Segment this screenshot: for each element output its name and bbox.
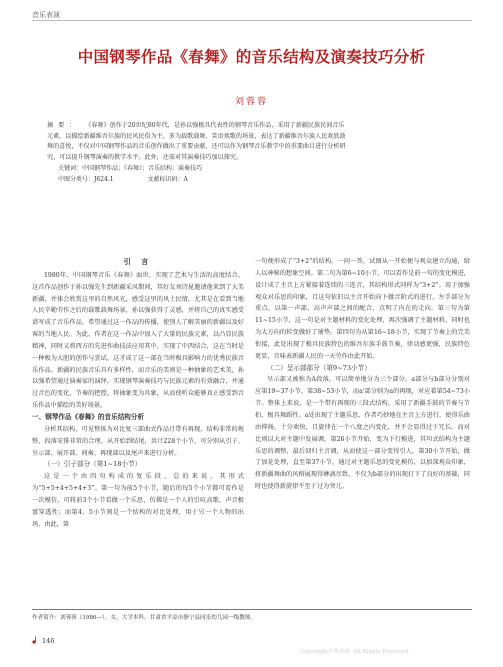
abstract-line: 元素，以描绘新疆维吾尔族的民风民俗为主，多为载歌载舞、笑语欢歌的场景，表达了新疆维吾尔族人民欢欣鼓 bbox=[47, 132, 346, 140]
section-heading: 一、钢琴作品《春舞》的音乐结构分析 bbox=[32, 412, 145, 421]
page-number: 146 bbox=[42, 637, 55, 645]
abstract-label: 摘要： bbox=[47, 122, 81, 129]
continued-paragraph: 一句便形成了“3+2”的结构。一问一答，试图从一开始便与观众建立沟通，给人以神秘的想象空间。第二句为第6~10小节，可以看作是前一句的变化模进，设计成了主音上方紧接着连续的三连音，其结构形式同样为“3+2”。用于加强观众对乐思的印象，且这句依旧以主音开始向下做音阶式的进行，左手部分为重点，以第一声部、高声声部之间的配合，点明了内在的走向。第三句为第11~15小节，这一句是对主题材料的变化处理，再次强调了主题材料，同时也为大方向的转变做好了铺垫。第四句为从第16~18小节，实现了节奏上的完美衔接，此处出现了极具民族特色的维吾尔族手鼓节奏，律动感更强，民族特色更显，音味表新疆人民的一天劳作由此开始。 bbox=[255, 258, 470, 360]
classification-row bbox=[58, 174, 188, 183]
abstract-line: 《春舞》创作于20世纪80年代，是孙以强极具代表性的钢琴音乐作品，采用了新疆民族民间音乐 bbox=[88, 122, 345, 129]
article-title: 中国钢琴作品《春舞》的音乐结构及演奏技巧分析 bbox=[77, 47, 426, 66]
subsection-paragraph: 这是一个由四句构成的复乐段，总的来说，其形式为“5+5+4+5+4+3”。第一句为前5个小节，随后的每5个小节都可看作是一次模仿，可将前3个小节看做一个乐思，仿佛是一个人的引吭高歌，声音极富穿透性；而第4、5小节则是一个结构的对比处理，用于另一个人物的出场，由此，第 bbox=[32, 473, 244, 528]
abstract-line: 舞的喜悦，不仅对中国钢琴作品的音乐创作做出了重要贡献，还可以作为钢琴音乐教学中的重要曲目进行分析研 bbox=[47, 143, 346, 150]
copyright-watermark: Copyright©博看网. All Rights Reserved. bbox=[300, 649, 411, 655]
note-icon bbox=[32, 636, 38, 644]
intro-paragraph: 1980年，中国钢琴音乐《春舞》面世，实现了艺术与生活的高度结合。这首作品创作于孙以强先生到新疆采风期间，其好友刘诗昆邀请他来到了大美新疆，并体会欣赏这里的自然风光，感受这里的风土民情，尤其是在看到当地人民辛勤劳作之后的载歌载舞场景，孙以强获得了灵感，并将自己的真实感受谱写成了音乐作品，希望通过这一作品的传播，使别人了解美丽的新疆以及好客的当地人民。为此，作者在这一作品中加入了大量的民族元素，以凸显民族精神，同时又将西方的先进作曲技法应用其中，实现了中西结合，这在当时是一种极为大胆的创作与尝试，这才成了这一部在当时极具影响力的优秀民族音乐作品。新疆的民族音乐具有多样性，而音乐的美则是一种抽象的艺术美，孙以强希望通过演奏家的演绎，实现钢琴演奏技巧与民族元素的有效融合，并通过音色的变化、节奏的把控，将抽象变为具象，从而使听众能够真正感受到音乐作品中描绘的美好场景。 bbox=[32, 271, 244, 410]
author-footnote: 作者简介：刘蓉蓉（1986—），女，大学本科，甘肃省平凉市静宁县同乐幼儿园一级教师。 bbox=[32, 615, 256, 621]
document-code: 文献标识码：A bbox=[147, 176, 188, 183]
header-divider bbox=[32, 20, 472, 21]
keywords: 关键词：中国钢琴作品；《春舞》；音乐结构；演奏技巧 bbox=[58, 165, 203, 172]
intro-heading: 引 言 bbox=[123, 257, 153, 266]
abstract bbox=[47, 121, 467, 163]
footnote-divider bbox=[32, 609, 472, 610]
classification-code: 中图分类号：J624.1 bbox=[58, 176, 114, 183]
section-tag: 音乐表演 bbox=[32, 11, 60, 19]
section-paragraph: 分析其结构，可见整体为对比复三部曲式作品且带有再现，结构非常的规整，段落安排非常的合理，从开始到结尾，共计228个小节，可分别从引子、呈示部、展开部、间奏、再现部以及尾声来进行分析。 bbox=[32, 425, 244, 457]
right-column bbox=[255, 256, 470, 493]
page-number-area bbox=[32, 636, 54, 645]
left-column bbox=[32, 256, 244, 530]
subsection-heading: （二）呈示部部分（第9~73小节） bbox=[267, 363, 371, 372]
article-author: 刘蓉蓉 bbox=[234, 97, 268, 107]
abstract-line: 究，可以提升钢琴演奏的教学水平。此外，还需对其演奏技巧加以探究。 bbox=[47, 153, 242, 161]
subsection-paragraph: 呈示部又被称为A段落，可以简单地分为三个部分。a部分与b部分分别对应第19~37小节、第38~53小节，而a'部分则为a的再现，对应着第54~73小节。整体上来说，是一个带有再现的三段式结构，采用了新疆手鼓的节奏与节拍，极具舞蹈性。a处出现了主题乐思，作者巧妙地在主音上方进行，使得乐曲由抑扬，十分欢快，且旋律在一个八度之内变化，并不会显得过于冗长。而对比则以大对主题中发展调，第26小节开始，变为下行模进，其句式结构为主题乐思的调整，最后回归主音调，从而使这一部分变得引人，第30小节开始，做了加花处理，直至第37小节，通过对主题乐思的变化模仿，以加深观众印象，将新疆舞曲的风格展现得淋漓尽致，不仅为b部分的出现打下了良好的基础，同时也使得新旋律不至于过为突兀。 bbox=[255, 376, 470, 491]
subsection-heading: （一）引子部分（第1~18小节） bbox=[44, 460, 142, 469]
